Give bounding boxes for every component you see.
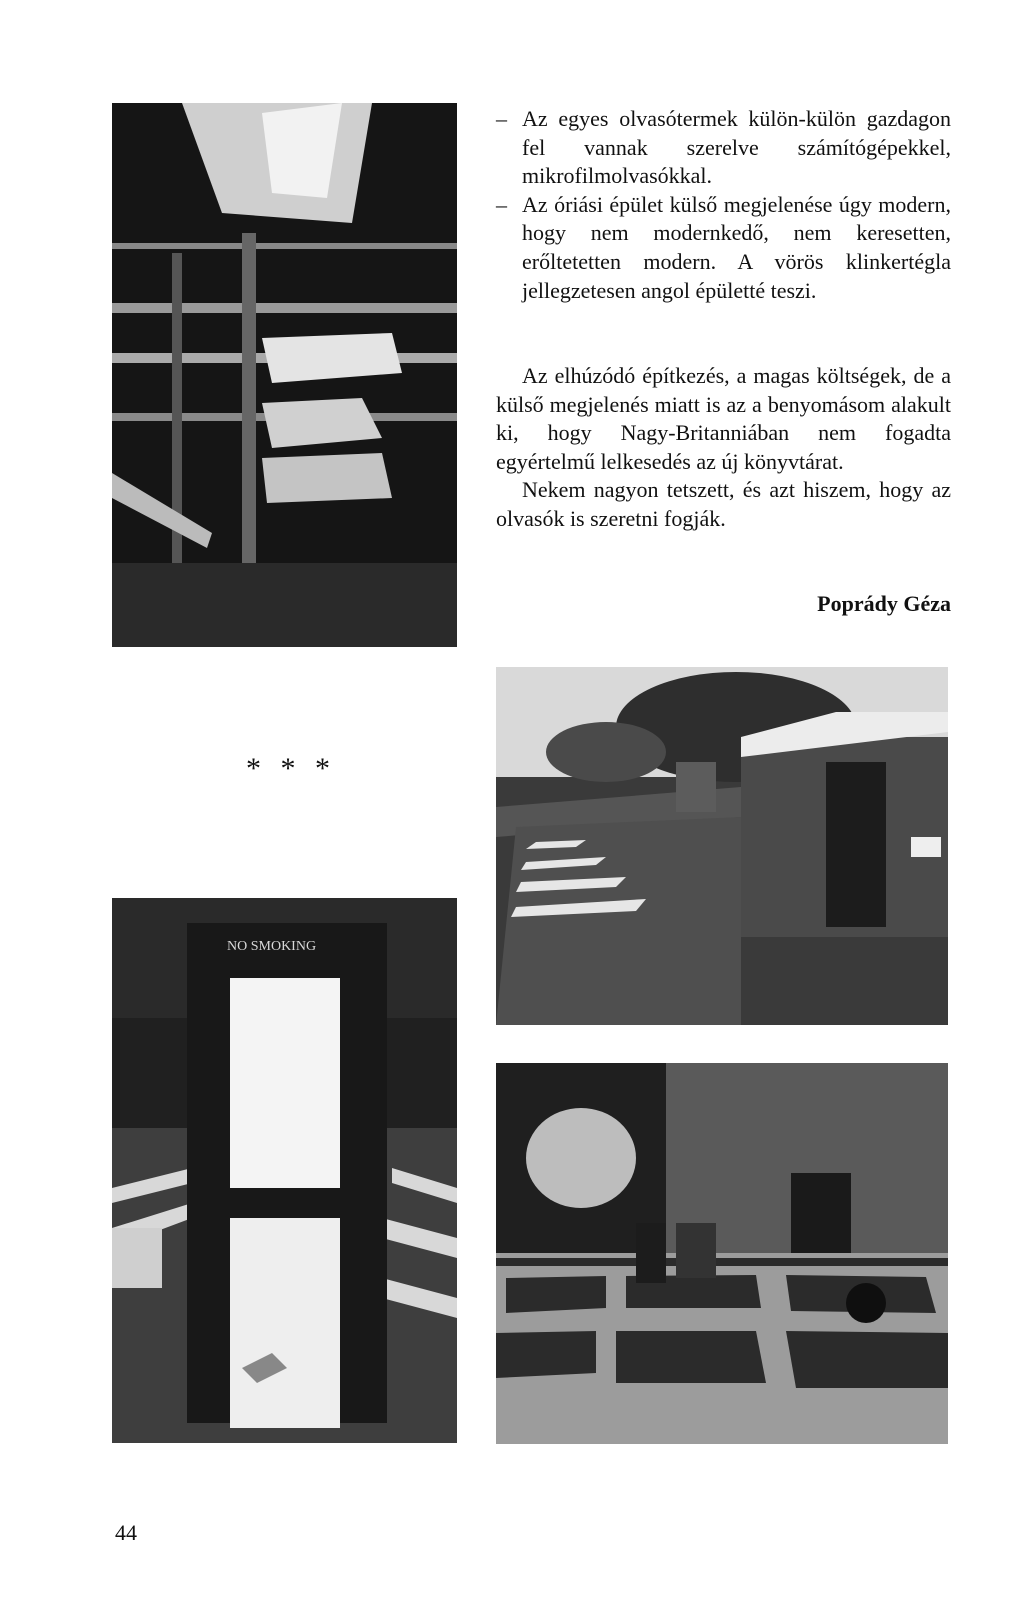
terrace-photo — [496, 667, 948, 1025]
bullet-marker: – — [496, 106, 507, 131]
no-smoking-sign-text: NO SMOKING — [227, 939, 317, 954]
paragraph: Az elhúzódó építkezés, a magas költségek, de a külső megjelenés miatt is az a benyomásom alakult ki, hogy Nagy-Britanniában nem fogadta egyértelmű lelkesedés az új könyvtárat. — [496, 363, 951, 474]
bullet-item — [496, 191, 951, 305]
section-separator: * * * — [246, 752, 336, 785]
atrium-photo — [112, 103, 457, 647]
paragraph: Nekem nagyon tetszett, és azt hiszem, hogy az olvasók is szeretni fogják. — [496, 477, 951, 531]
bullet-marker: – — [496, 191, 507, 217]
signboard-photo — [112, 898, 457, 1443]
bullet-item — [496, 105, 951, 191]
bullet-list — [496, 105, 951, 305]
body-text — [496, 362, 951, 534]
bullet-text: Az óriási épület külső megjelenése úgy modern, hogy nem modernkedő, nem keresetten, erőltetetten modern. A vörös klinkertégla jellegzetesen angol épületté teszi. — [522, 191, 951, 303]
author-name: Poprády Géza — [817, 591, 951, 616]
page-number: 44 — [115, 1520, 137, 1545]
bullet-text: Az egyes olvasótermek külön-külön gazdagon fel vannak szerelve számítógépekkel, mikrofilmolvasókkal. — [522, 106, 951, 189]
courtyard-photo — [496, 1063, 948, 1444]
